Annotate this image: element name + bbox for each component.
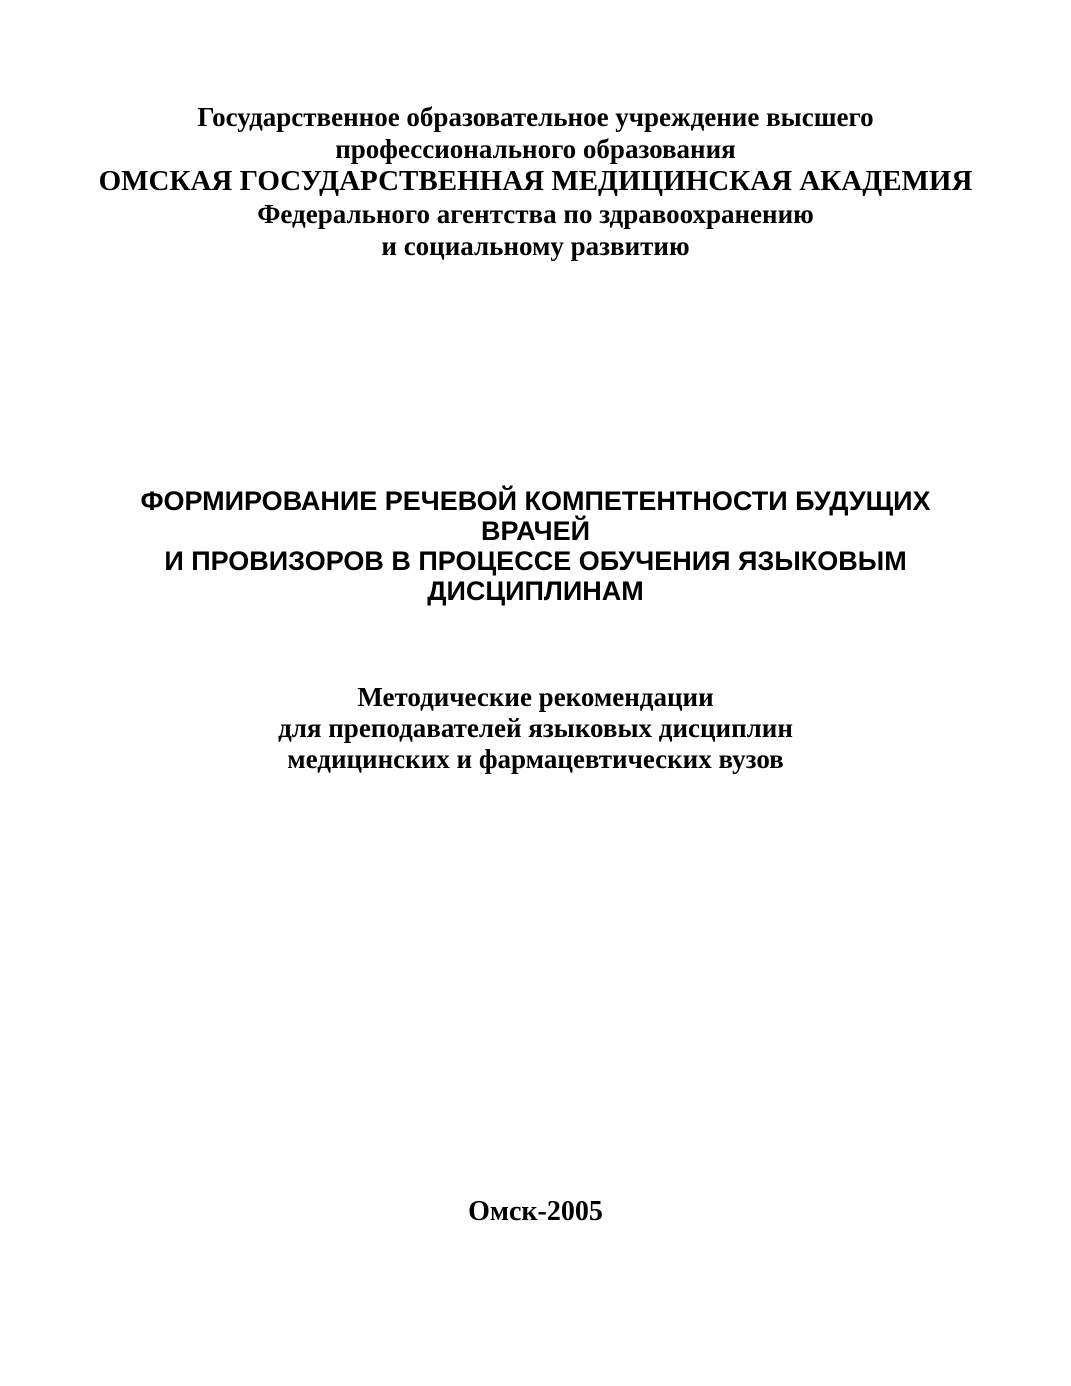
subtitle-line-3: медицинских и фармацевтических вузов xyxy=(287,744,784,774)
header-line-5: и социальному развитию xyxy=(381,231,690,261)
document-title xyxy=(0,486,1071,606)
subtitle-line-2: для преподавателей языковых дисциплин xyxy=(278,713,793,743)
header-line-2: профессионального образования xyxy=(335,134,736,164)
subtitle-line-1: Методические рекомендации xyxy=(357,682,714,712)
place-year-text: Омск-2005 xyxy=(468,1196,603,1227)
title-line-3: И ПРОВИЗОРОВ В ПРОЦЕССЕ ОБУЧЕНИЯ ЯЗЫКОВЫМ xyxy=(164,546,907,576)
document-subtitle xyxy=(0,682,1071,775)
title-line-2: ВРАЧЕЙ xyxy=(481,516,590,546)
header-line-1: Государственное образовательное учреждение высшего xyxy=(197,102,874,132)
title-line-4: ДИСЦИПЛИНАМ xyxy=(427,576,644,606)
place-year xyxy=(0,1196,1071,1228)
title-line-1: ФОРМИРОВАНИЕ РЕЧЕВОЙ КОМПЕТЕНТНОСТИ БУДУЩИХ xyxy=(140,486,931,516)
institution-header xyxy=(0,101,1071,262)
header-line-4: Федерального агентства по здравоохранению xyxy=(257,199,814,229)
academy-name: ОМСКАЯ ГОСУДАРСТВЕННАЯ МЕДИЦИНСКАЯ АКАДЕМИЯ xyxy=(98,165,973,197)
